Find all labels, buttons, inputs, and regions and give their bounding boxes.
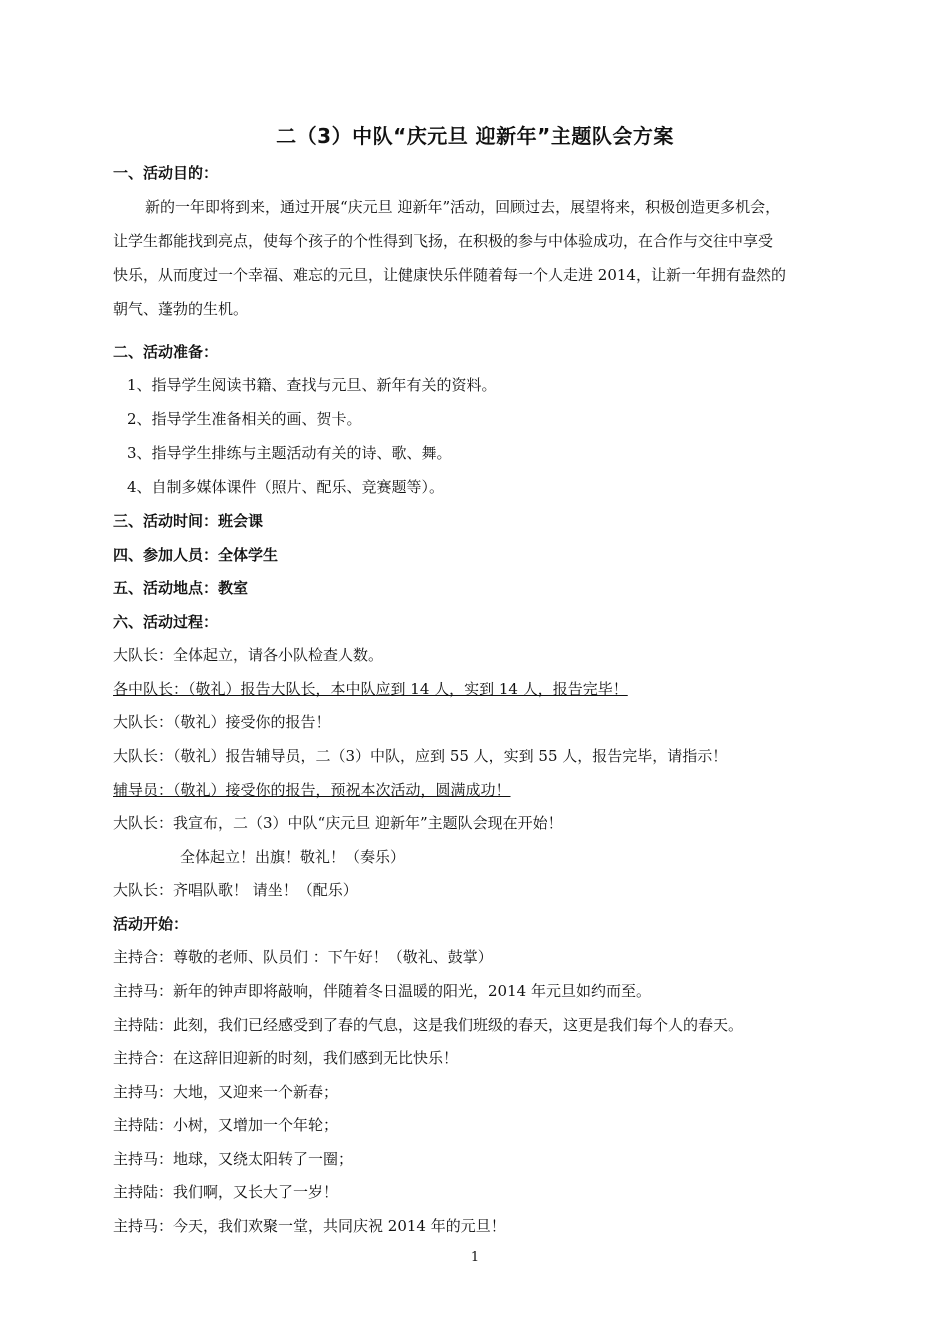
prep-item: 1、指导学生阅读书籍、查找与元旦、新年有关的资料。 xyxy=(127,376,497,394)
purpose-line: 让学生都能找到亮点，使每个孩子的个性得到飞扬，在积极的参与中体验成功，在合作与交往中享受 xyxy=(113,232,774,250)
section-heading-purpose: 一、活动目的： xyxy=(113,164,219,182)
section-heading-prep: 二、活动准备： xyxy=(113,343,219,361)
process-line: 大队长：（敬礼）接受你的报告！ xyxy=(113,713,331,731)
process-line: 全体起立！出旗！敬礼！（奏乐） xyxy=(180,848,406,866)
script-line: 主持马：大地，又迎来一个新春； xyxy=(113,1083,339,1101)
process-line: 各中队长：（敬礼）报告大队长，本中队应到 14 人，实到 14 人，报告完毕！ xyxy=(113,680,628,698)
page-number: 1 xyxy=(470,1250,480,1265)
script-line: 主持陆：此刻，我们已经感受到了春的气息，这是我们班级的春天，这更是我们每个人的春天。 xyxy=(113,1016,744,1034)
script-line: 主持马：新年的钟声即将敲响，伴随着冬日温暖的阳光，2014 年元旦如约而至。 xyxy=(113,982,651,1000)
script-line: 主持合：在这辞旧迎新的时刻，我们感到无比快乐！ xyxy=(113,1049,459,1067)
process-line: 大队长：我宣布，二（3）中队“庆元旦 迎新年”主题队会现在开始！ xyxy=(113,814,563,832)
section-location: 五、活动地点：教室 xyxy=(113,579,249,597)
prep-item: 2、指导学生准备相关的画、贺卡。 xyxy=(127,410,362,428)
process-line: 大队长：齐唱队歌！ 请坐！（配乐） xyxy=(113,881,358,899)
prep-item: 4、自制多媒体课件（照片、配乐、竞赛题等）。 xyxy=(127,478,445,496)
script-line: 主持陆：我们啊，又长大了一岁！ xyxy=(113,1183,339,1201)
script-line: 主持马：地球，又绕太阳转了一圈； xyxy=(113,1150,354,1168)
purpose-paragraph xyxy=(113,190,835,326)
prep-item: 3、指导学生排练与主题活动有关的诗、歌、舞。 xyxy=(127,444,452,462)
script-line: 主持陆：小树，又增加一个年轮； xyxy=(113,1116,339,1134)
section-time: 三、活动时间：班会课 xyxy=(113,512,264,530)
script-line: 主持合：尊敬的老师、队员们 ：下午好！（敬礼、鼓掌） xyxy=(113,948,493,966)
purpose-line: 朝气、蓬勃的生机。 xyxy=(113,300,249,318)
process-line: 辅导员：（敬礼）接受你的报告，预祝本次活动，圆满成功！ xyxy=(113,781,511,799)
section-heading-process: 六、活动过程： xyxy=(113,613,219,631)
script-line: 主持马：今天，我们欢聚一堂，共同庆祝 2014 年的元旦！ xyxy=(113,1217,506,1235)
document-title: 二（3）中队“庆元旦 迎新年”主题队会方案 xyxy=(276,124,674,148)
section-heading-start: 活动开始： xyxy=(113,915,189,933)
purpose-line: 新的一年即将到来，通过开展“庆元旦 迎新年”活动，回顾过去，展望将来，积极创造更多机会， xyxy=(145,198,781,216)
purpose-line: 快乐，从而度过一个幸福、难忘的元旦，让健康快乐伴随着每一个人走进 2014，让新一年拥有盎然的 xyxy=(113,266,786,284)
process-line: 大队长：（敬礼）报告辅导员，二（3）中队，应到 55 人，实到 55 人，报告完毕，请指示！ xyxy=(113,747,728,765)
section-participants: 四、参加人员：全体学生 xyxy=(113,546,279,564)
process-line: 大队长：全体起立，请各小队检查人数。 xyxy=(113,646,384,664)
